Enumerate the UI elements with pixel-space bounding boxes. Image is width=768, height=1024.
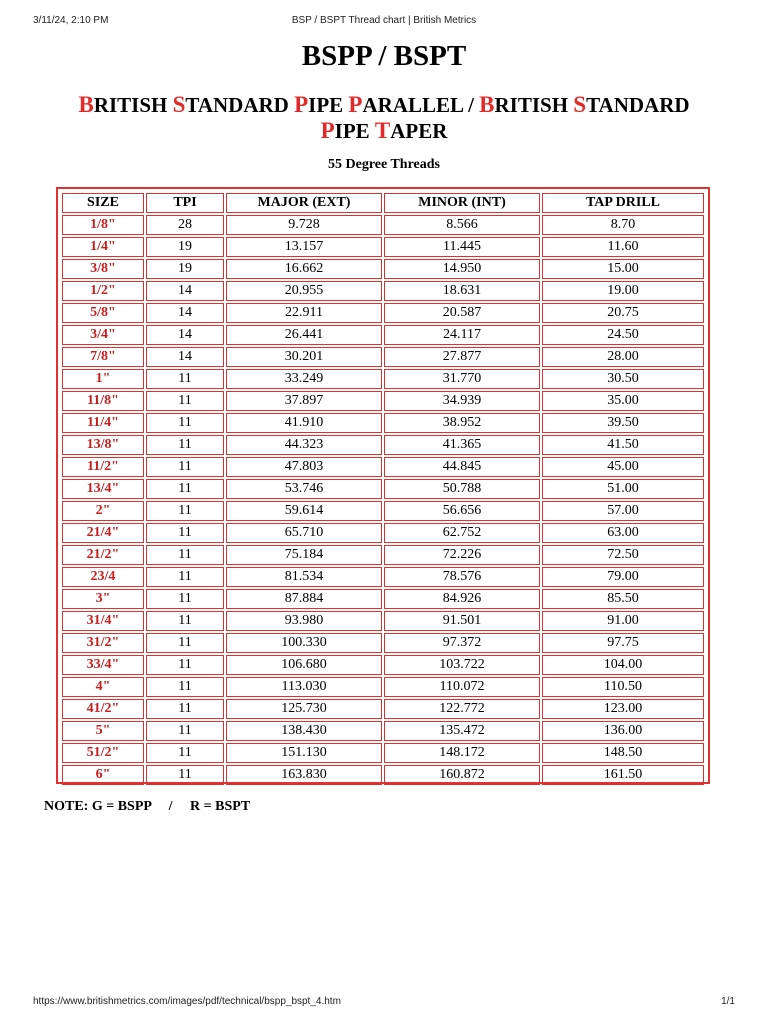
minor-cell: 18.631 [384, 281, 540, 301]
tpi-cell: 11 [146, 435, 224, 455]
subtitle-line-2 [40, 118, 728, 144]
table-row [62, 391, 704, 411]
tap-drill-cell: 11.60 [542, 237, 704, 257]
thread-table [60, 191, 706, 787]
subtitle-text: RITISH [93, 93, 173, 117]
tpi-cell: 11 [146, 611, 224, 631]
minor-cell: 20.587 [384, 303, 540, 323]
minor-cell: 14.950 [384, 259, 540, 279]
table-row [62, 589, 704, 609]
size-cell: 1/2" [62, 281, 144, 301]
table-body [62, 215, 704, 785]
tpi-cell: 11 [146, 369, 224, 389]
size-cell: 3/4" [62, 325, 144, 345]
table-row [62, 545, 704, 565]
tap-drill-cell: 15.00 [542, 259, 704, 279]
tap-drill-cell: 35.00 [542, 391, 704, 411]
column-header: MINOR (INT) [384, 193, 540, 213]
minor-cell: 27.877 [384, 347, 540, 367]
size-cell: 6" [62, 765, 144, 785]
page-title: BSPP / BSPT [301, 40, 467, 72]
size-cell: 41/2" [62, 699, 144, 719]
major-cell: 41.910 [226, 413, 382, 433]
table-row [62, 501, 704, 521]
minor-cell: 11.445 [384, 237, 540, 257]
size-cell: 13/8" [62, 435, 144, 455]
subtitle-initial: T [374, 118, 391, 143]
size-cell: 21/4" [62, 523, 144, 543]
subtitle-initial: S [573, 92, 587, 117]
tpi-cell: 11 [146, 655, 224, 675]
tap-drill-cell: 148.50 [542, 743, 704, 763]
table-row [62, 633, 704, 653]
minor-cell: 84.926 [384, 589, 540, 609]
minor-cell: 135.472 [384, 721, 540, 741]
tap-drill-cell: 19.00 [542, 281, 704, 301]
minor-cell: 38.952 [384, 413, 540, 433]
table-row [62, 699, 704, 719]
size-cell: 2" [62, 501, 144, 521]
major-cell: 26.441 [226, 325, 382, 345]
major-cell: 81.534 [226, 567, 382, 587]
tap-drill-cell: 72.50 [542, 545, 704, 565]
tap-drill-cell: 20.75 [542, 303, 704, 323]
minor-cell: 110.072 [384, 677, 540, 697]
print-url: https://www.britishmetrics.com/images/pdf/technical/bspp_bspt_4.htm [33, 996, 341, 1007]
tpi-cell: 19 [146, 259, 224, 279]
minor-cell: 44.845 [384, 457, 540, 477]
major-cell: 9.728 [226, 215, 382, 235]
major-cell: 30.201 [226, 347, 382, 367]
table-row [62, 457, 704, 477]
subtitle-initial: P [320, 118, 335, 143]
major-cell: 100.330 [226, 633, 382, 653]
table-row [62, 721, 704, 741]
major-cell: 44.323 [226, 435, 382, 455]
tpi-cell: 11 [146, 457, 224, 477]
size-cell: 11/2" [62, 457, 144, 477]
tpi-cell: 11 [146, 567, 224, 587]
print-page-title: BSP / BSPT Thread chart | British Metrics [291, 15, 477, 26]
size-cell: 11/4" [62, 413, 144, 433]
size-cell: 4" [62, 677, 144, 697]
thread-note: 55 Degree Threads [328, 157, 440, 172]
tap-drill-cell: 104.00 [542, 655, 704, 675]
table-row [62, 303, 704, 323]
tpi-cell: 19 [146, 237, 224, 257]
size-cell: 11/8" [62, 391, 144, 411]
table-row [62, 215, 704, 235]
minor-cell: 50.788 [384, 479, 540, 499]
table-row [62, 567, 704, 587]
minor-cell: 56.656 [384, 501, 540, 521]
size-cell: 3/8" [62, 259, 144, 279]
tap-drill-cell: 24.50 [542, 325, 704, 345]
subtitle-text: ARALLEL / [362, 93, 480, 117]
table-row [62, 677, 704, 697]
size-cell: 13/4" [62, 479, 144, 499]
tap-drill-cell: 161.50 [542, 765, 704, 785]
tpi-cell: 11 [146, 391, 224, 411]
subtitle-text: TANDARD [185, 93, 295, 117]
minor-cell: 34.939 [384, 391, 540, 411]
size-cell: 23/4 [62, 567, 144, 587]
tap-drill-cell: 110.50 [542, 677, 704, 697]
tap-drill-cell: 79.00 [542, 567, 704, 587]
tap-drill-cell: 97.75 [542, 633, 704, 653]
tpi-cell: 11 [146, 743, 224, 763]
table-row [62, 237, 704, 257]
size-cell: 5/8" [62, 303, 144, 323]
minor-cell: 160.872 [384, 765, 540, 785]
tpi-cell: 14 [146, 347, 224, 367]
size-cell: 51/2" [62, 743, 144, 763]
major-cell: 16.662 [226, 259, 382, 279]
minor-cell: 72.226 [384, 545, 540, 565]
print-datetime: 3/11/24, 2:10 PM [33, 15, 109, 26]
major-cell: 33.249 [226, 369, 382, 389]
minor-cell: 148.172 [384, 743, 540, 763]
size-cell: 31/4" [62, 611, 144, 631]
thread-table-frame [56, 187, 710, 784]
major-cell: 53.746 [226, 479, 382, 499]
tpi-cell: 14 [146, 325, 224, 345]
tap-drill-cell: 51.00 [542, 479, 704, 499]
major-cell: 125.730 [226, 699, 382, 719]
major-cell: 151.130 [226, 743, 382, 763]
tpi-cell: 11 [146, 765, 224, 785]
column-header: TAP DRILL [542, 193, 704, 213]
subtitle-initial: P [294, 92, 309, 117]
tpi-cell: 11 [146, 501, 224, 521]
column-header: MAJOR (EXT) [226, 193, 382, 213]
tap-drill-cell: 57.00 [542, 501, 704, 521]
minor-cell: 31.770 [384, 369, 540, 389]
major-cell: 22.911 [226, 303, 382, 323]
tpi-cell: 11 [146, 633, 224, 653]
tpi-cell: 11 [146, 721, 224, 741]
subtitle-initial: S [172, 92, 186, 117]
subtitle-initial: P [348, 92, 363, 117]
subtitle-text: TANDARD [586, 93, 690, 117]
table-row [62, 369, 704, 389]
subtitle [40, 92, 728, 144]
minor-cell: 103.722 [384, 655, 540, 675]
major-cell: 20.955 [226, 281, 382, 301]
major-cell: 13.157 [226, 237, 382, 257]
table-row [62, 435, 704, 455]
tpi-cell: 14 [146, 281, 224, 301]
tpi-cell: 11 [146, 545, 224, 565]
table-row [62, 611, 704, 631]
table-row [62, 259, 704, 279]
minor-cell: 78.576 [384, 567, 540, 587]
size-cell: 1" [62, 369, 144, 389]
tpi-cell: 14 [146, 303, 224, 323]
major-cell: 163.830 [226, 765, 382, 785]
subtitle-text: RITISH [494, 93, 574, 117]
tpi-cell: 28 [146, 215, 224, 235]
tpi-cell: 11 [146, 589, 224, 609]
minor-cell: 62.752 [384, 523, 540, 543]
tap-drill-cell: 136.00 [542, 721, 704, 741]
tap-drill-cell: 8.70 [542, 215, 704, 235]
tap-drill-cell: 91.00 [542, 611, 704, 631]
table-row [62, 655, 704, 675]
major-cell: 93.980 [226, 611, 382, 631]
subtitle-initial: B [479, 92, 495, 117]
tap-drill-cell: 123.00 [542, 699, 704, 719]
subtitle-text: APER [390, 119, 448, 143]
tap-drill-cell: 30.50 [542, 369, 704, 389]
table-row [62, 413, 704, 433]
size-cell: 33/4" [62, 655, 144, 675]
major-cell: 113.030 [226, 677, 382, 697]
subtitle-text: IPE [308, 93, 349, 117]
size-cell: 31/2" [62, 633, 144, 653]
minor-cell: 8.566 [384, 215, 540, 235]
size-cell: 3" [62, 589, 144, 609]
major-cell: 65.710 [226, 523, 382, 543]
major-cell: 106.680 [226, 655, 382, 675]
minor-cell: 91.501 [384, 611, 540, 631]
tpi-cell: 11 [146, 479, 224, 499]
minor-cell: 24.117 [384, 325, 540, 345]
tap-drill-cell: 63.00 [542, 523, 704, 543]
tap-drill-cell: 85.50 [542, 589, 704, 609]
size-cell: 21/2" [62, 545, 144, 565]
tap-drill-cell: 28.00 [542, 347, 704, 367]
minor-cell: 41.365 [384, 435, 540, 455]
tap-drill-cell: 45.00 [542, 457, 704, 477]
subtitle-line-1 [40, 92, 728, 118]
tpi-cell: 11 [146, 699, 224, 719]
tpi-cell: 11 [146, 523, 224, 543]
table-row [62, 523, 704, 543]
table-row [62, 765, 704, 785]
major-cell: 59.614 [226, 501, 382, 521]
print-page-count: 1/1 [721, 996, 735, 1007]
column-header: TPI [146, 193, 224, 213]
size-cell: 5" [62, 721, 144, 741]
table-row [62, 743, 704, 763]
size-cell: 1/8" [62, 215, 144, 235]
table-header-row [62, 193, 704, 213]
table-row [62, 281, 704, 301]
size-cell: 1/4" [62, 237, 144, 257]
tpi-cell: 11 [146, 413, 224, 433]
tap-drill-cell: 39.50 [542, 413, 704, 433]
table-row [62, 325, 704, 345]
subtitle-initial: B [78, 92, 94, 117]
major-cell: 37.897 [226, 391, 382, 411]
minor-cell: 97.372 [384, 633, 540, 653]
major-cell: 47.803 [226, 457, 382, 477]
column-header: SIZE [62, 193, 144, 213]
table-row [62, 347, 704, 367]
table-row [62, 479, 704, 499]
tpi-cell: 11 [146, 677, 224, 697]
major-cell: 75.184 [226, 545, 382, 565]
tap-drill-cell: 41.50 [542, 435, 704, 455]
major-cell: 138.430 [226, 721, 382, 741]
subtitle-text: IPE [334, 119, 375, 143]
note: NOTE: G = BSPP / R = BSPT [44, 799, 251, 814]
minor-cell: 122.772 [384, 699, 540, 719]
size-cell: 7/8" [62, 347, 144, 367]
major-cell: 87.884 [226, 589, 382, 609]
